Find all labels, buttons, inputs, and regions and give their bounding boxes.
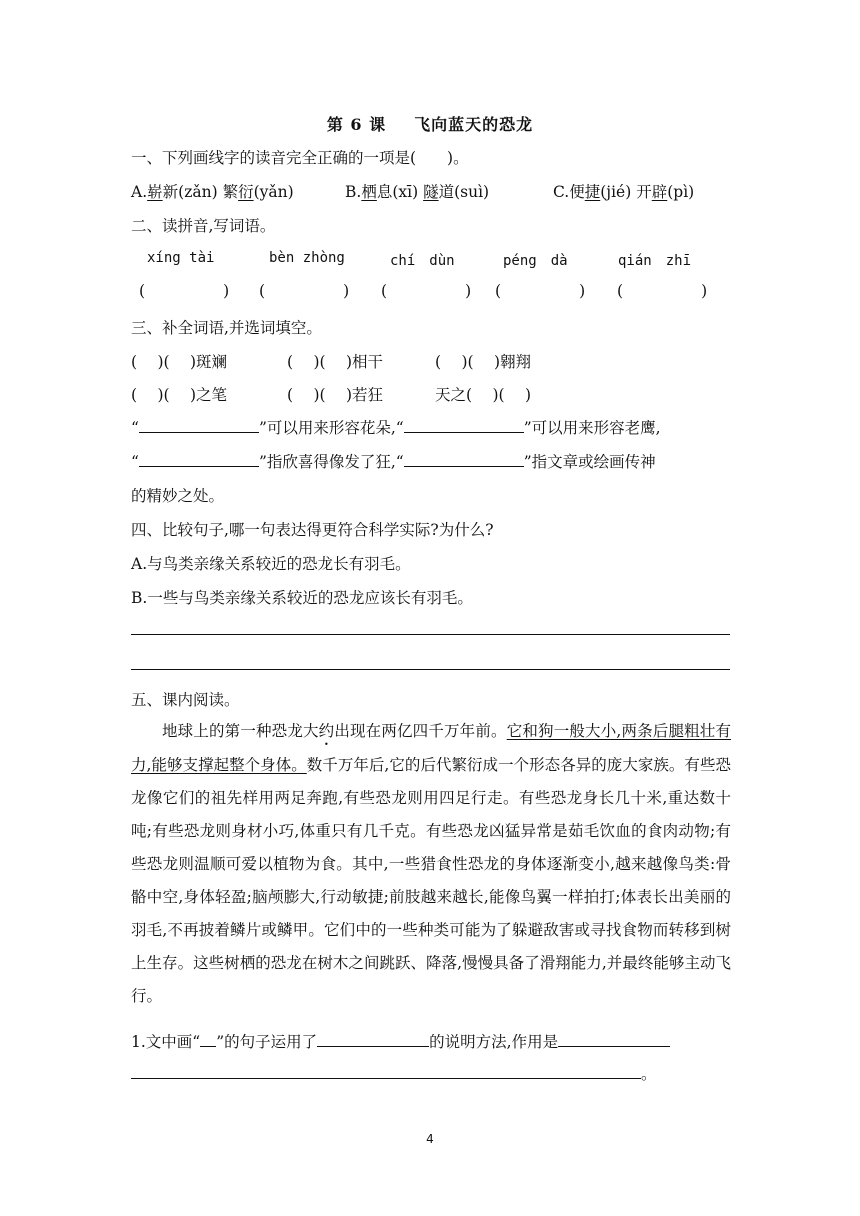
fill-blank-3[interactable]: [139, 452, 259, 467]
q5-sub-question-1-cont: 。: [131, 1062, 657, 1084]
idiom-3[interactable]: ( )( )翱翔: [435, 353, 532, 371]
answer-box-2[interactable]: ( ): [259, 282, 350, 300]
pinyin-2: bèn zhòng: [269, 250, 345, 266]
lesson-title: [0, 112, 860, 135]
answer-box-1[interactable]: ( ): [139, 282, 230, 300]
answer-box-5[interactable]: ( ): [617, 282, 708, 300]
idiom-6[interactable]: 天之( )( ): [435, 386, 532, 404]
q2-stem: 二、读拼音,写词语。: [131, 217, 276, 235]
q5-sub-question-1: 1.文中画“ ”的句子运用了 的说明方法,作用是: [131, 1030, 670, 1052]
fill-blank-4[interactable]: [404, 452, 524, 467]
q4-stem: 四、比较句子,哪一句表达得更符合科学实际?为什么?: [131, 521, 494, 539]
underlined-sentence: 它和狗一般大小,两条后腿粗壮有力,能够支撑起整个身体。: [131, 722, 731, 774]
q1-option-b: B.栖息(xī) 隧道(suì): [345, 183, 490, 201]
underline-mark: [200, 1032, 216, 1047]
reading-passage: 地球上的第一种恐龙大约出现在两亿四千万年前。它和狗一般大小,两条后腿粗壮有力,能够支撑起整个身体。数千万年后,它的后代繁衍成一个形态各异的庞大家族。有些恐龙像它们的祖先样用两足奔跑,有些恐龙则用四足行走。有些恐龙身长几十米,重达数十吨;有些恐龙则身材小巧,体重只有几千克。有些恐龙凶猛异常是茹毛饮血的食肉动物;有些恐龙则温顺可爱以植物为食。其中,一些猎食性恐龙的身体逐渐变小,越来越像鸟类:骨骼中空,身体轻盈;脑颅膨大,行动敏捷;前肢越来越长,能像鸟翼一样拍打;体表长出美丽的羽毛,不再披着鳞片或鳞甲。它们中的一些种类可能为了躲避敌害或寻找食物而转移到树上生存。这些树栖的恐龙在树木之间跳跃、降落,慢慢具备了滑翔能力,并最终能够主动飞行。: [131, 722, 731, 1005]
idiom-1[interactable]: ( )( )斑斓: [131, 353, 228, 371]
answer-line-2[interactable]: [131, 669, 730, 670]
fill-blank-purpose-cont[interactable]: [131, 1064, 641, 1079]
idiom-2[interactable]: ( )( )相干: [287, 353, 384, 371]
answer-box-4[interactable]: ( ): [495, 282, 586, 300]
dotted-char: 约: [318, 722, 335, 740]
q4-sentence-b: B.一些与鸟类亲缘关系较近的恐龙应该长有羽毛。: [131, 589, 473, 607]
q3-fill-line-2: “ ”指欣喜得像发了狂,“ ”指文章或绘画传神: [131, 453, 656, 471]
fill-blank-1[interactable]: [139, 418, 259, 433]
q3-stem: 三、补全词语,并选词填空。: [131, 319, 322, 337]
pinyin-3: chí dùn: [390, 253, 455, 269]
q1-option-c: C.便捷(jié) 开辟(pì): [553, 183, 695, 201]
q5-stem: 五、课内阅读。: [131, 691, 240, 709]
q4-sentence-a: A.与鸟类亲缘关系较近的恐龙长有羽毛。: [131, 555, 411, 573]
lesson-number: 第 6 课: [326, 115, 387, 134]
answer-line-1[interactable]: [131, 634, 730, 635]
q3-fill-line-3: 的精妙之处。: [131, 487, 225, 505]
page-number: 4: [426, 1132, 434, 1146]
fill-blank-purpose[interactable]: [558, 1032, 670, 1047]
idiom-4[interactable]: ( )( )之笔: [131, 386, 228, 404]
idiom-5[interactable]: ( )( )若狂: [287, 386, 384, 404]
q3-fill-line-1: “ ”可以用来形容花朵,“ ”可以用来形容老鹰,: [131, 419, 661, 437]
pinyin-5: qián zhī: [618, 253, 692, 269]
answer-box-3[interactable]: ( ): [381, 282, 472, 300]
pinyin-1: xíng tài: [147, 250, 215, 266]
q1-option-a: A.崭新(zǎn) 繁衍(yǎn): [131, 183, 294, 201]
lesson-name: 飞向蓝天的恐龙: [414, 115, 534, 134]
q1-stem: 一、下列画线字的读音完全正确的一项是( )。: [131, 149, 469, 167]
fill-blank-method[interactable]: [317, 1032, 429, 1047]
pinyin-4: péng dà: [503, 253, 568, 269]
fill-blank-2[interactable]: [404, 418, 524, 433]
